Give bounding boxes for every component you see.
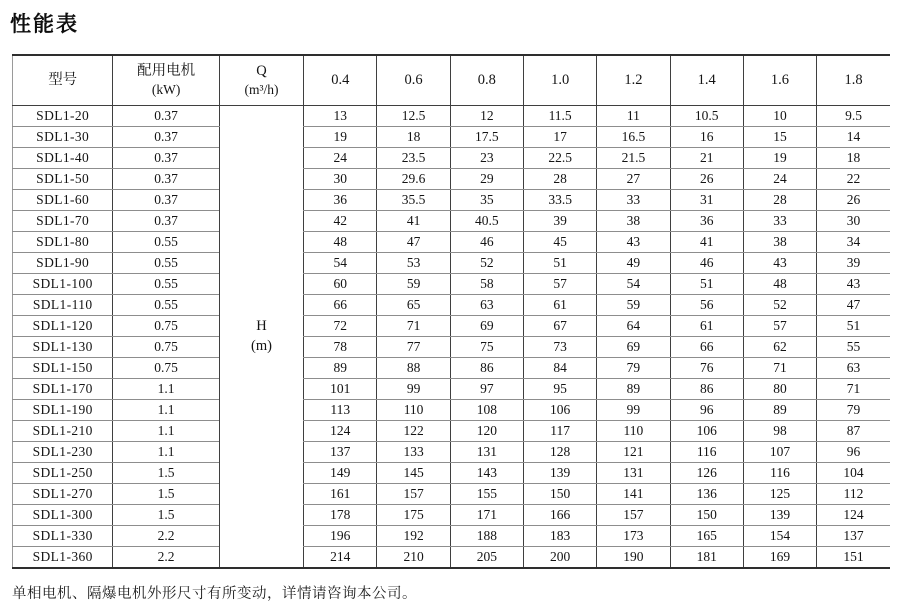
performance-table bbox=[12, 54, 890, 569]
table-row bbox=[13, 295, 891, 316]
h-value-cell: 110 bbox=[597, 421, 670, 442]
h-value-cell: 19 bbox=[743, 148, 816, 169]
header-row bbox=[13, 55, 891, 106]
h-value-cell: 57 bbox=[523, 274, 596, 295]
h-value-cell: 190 bbox=[597, 547, 670, 569]
table-row bbox=[13, 316, 891, 337]
h-value-cell: 150 bbox=[670, 505, 743, 526]
h-value-cell: 106 bbox=[523, 400, 596, 421]
h-value-cell: 133 bbox=[377, 442, 450, 463]
h-value-cell: 95 bbox=[523, 379, 596, 400]
h-value-cell: 59 bbox=[377, 274, 450, 295]
table-row bbox=[13, 526, 891, 547]
model-cell: SDL1-30 bbox=[13, 127, 113, 148]
h-value-cell: 188 bbox=[450, 526, 523, 547]
h-value-cell: 26 bbox=[817, 190, 890, 211]
h-value-cell: 12 bbox=[450, 106, 523, 127]
h-value-cell: 139 bbox=[523, 463, 596, 484]
h-value-cell: 104 bbox=[817, 463, 890, 484]
table-header bbox=[13, 55, 891, 106]
h-value-cell: 12.5 bbox=[377, 106, 450, 127]
h-value-cell: 80 bbox=[743, 379, 816, 400]
h-value-cell: 166 bbox=[523, 505, 596, 526]
h-value-cell: 77 bbox=[377, 337, 450, 358]
q-value-header: 1.6 bbox=[743, 55, 816, 106]
head-unit-cell bbox=[219, 106, 303, 569]
h-value-cell: 24 bbox=[304, 148, 377, 169]
kw-cell: 0.55 bbox=[113, 295, 219, 316]
h-value-cell: 49 bbox=[597, 253, 670, 274]
model-cell: SDL1-50 bbox=[13, 169, 113, 190]
table-row bbox=[13, 484, 891, 505]
model-header: 型号 bbox=[13, 55, 113, 106]
h-value-cell: 47 bbox=[817, 295, 890, 316]
h-value-cell: 63 bbox=[450, 295, 523, 316]
h-value-cell: 52 bbox=[450, 253, 523, 274]
h-value-cell: 89 bbox=[304, 358, 377, 379]
h-value-cell: 137 bbox=[304, 442, 377, 463]
h-value-cell: 110 bbox=[377, 400, 450, 421]
h-value-cell: 137 bbox=[817, 526, 890, 547]
h-value-cell: 210 bbox=[377, 547, 450, 569]
h-value-cell: 117 bbox=[523, 421, 596, 442]
h-value-cell: 45 bbox=[523, 232, 596, 253]
h-value-cell: 79 bbox=[817, 400, 890, 421]
h-value-cell: 51 bbox=[817, 316, 890, 337]
h-value-cell: 43 bbox=[597, 232, 670, 253]
h-value-cell: 24 bbox=[743, 169, 816, 190]
kw-cell: 0.55 bbox=[113, 232, 219, 253]
model-cell: SDL1-110 bbox=[13, 295, 113, 316]
h-value-cell: 18 bbox=[817, 148, 890, 169]
h-value-cell: 112 bbox=[817, 484, 890, 505]
h-value-cell: 178 bbox=[304, 505, 377, 526]
h-value-cell: 121 bbox=[597, 442, 670, 463]
kw-cell: 2.2 bbox=[113, 547, 219, 569]
model-cell: SDL1-170 bbox=[13, 379, 113, 400]
h-value-cell: 29.6 bbox=[377, 169, 450, 190]
h-value-cell: 122 bbox=[377, 421, 450, 442]
h-value-cell: 84 bbox=[523, 358, 596, 379]
h-value-cell: 30 bbox=[817, 211, 890, 232]
h-value-cell: 55 bbox=[817, 337, 890, 358]
h-value-cell: 11.5 bbox=[523, 106, 596, 127]
table-row bbox=[13, 400, 891, 421]
h-value-cell: 128 bbox=[523, 442, 596, 463]
h-value-cell: 39 bbox=[523, 211, 596, 232]
h-value-cell: 69 bbox=[450, 316, 523, 337]
h-value-cell: 139 bbox=[743, 505, 816, 526]
h-value-cell: 54 bbox=[304, 253, 377, 274]
h-value-cell: 33 bbox=[597, 190, 670, 211]
h-value-cell: 33.5 bbox=[523, 190, 596, 211]
h-value-cell: 16.5 bbox=[597, 127, 670, 148]
h-value-cell: 89 bbox=[597, 379, 670, 400]
kw-cell: 0.37 bbox=[113, 169, 219, 190]
h-value-cell: 23.5 bbox=[377, 148, 450, 169]
flow-unit: (m³/h) bbox=[244, 82, 279, 98]
h-value-cell: 171 bbox=[450, 505, 523, 526]
h-value-cell: 192 bbox=[377, 526, 450, 547]
h-value-cell: 72 bbox=[304, 316, 377, 337]
flow-header bbox=[219, 55, 303, 106]
h-value-cell: 73 bbox=[523, 337, 596, 358]
h-value-cell: 89 bbox=[743, 400, 816, 421]
model-cell: SDL1-270 bbox=[13, 484, 113, 505]
h-value-cell: 47 bbox=[377, 232, 450, 253]
kw-cell: 1.5 bbox=[113, 505, 219, 526]
h-value-cell: 71 bbox=[377, 316, 450, 337]
h-value-cell: 16 bbox=[670, 127, 743, 148]
table-row bbox=[13, 148, 891, 169]
h-value-cell: 86 bbox=[670, 379, 743, 400]
h-value-cell: 205 bbox=[450, 547, 523, 569]
h-value-cell: 48 bbox=[743, 274, 816, 295]
h-value-cell: 42 bbox=[304, 211, 377, 232]
model-cell: SDL1-300 bbox=[13, 505, 113, 526]
h-value-cell: 62 bbox=[743, 337, 816, 358]
kw-cell: 1.1 bbox=[113, 400, 219, 421]
h-value-cell: 43 bbox=[743, 253, 816, 274]
h-value-cell: 67 bbox=[523, 316, 596, 337]
h-value-cell: 157 bbox=[377, 484, 450, 505]
h-value-cell: 149 bbox=[304, 463, 377, 484]
table-row bbox=[13, 379, 891, 400]
h-value-cell: 35 bbox=[450, 190, 523, 211]
q-value-header: 0.6 bbox=[377, 55, 450, 106]
h-value-cell: 15 bbox=[743, 127, 816, 148]
kw-cell: 0.75 bbox=[113, 316, 219, 337]
kw-cell: 1.5 bbox=[113, 463, 219, 484]
h-value-cell: 99 bbox=[597, 400, 670, 421]
h-value-cell: 86 bbox=[450, 358, 523, 379]
table-row bbox=[13, 421, 891, 442]
h-value-cell: 54 bbox=[597, 274, 670, 295]
flow-symbol: Q bbox=[256, 63, 267, 80]
kw-cell: 2.2 bbox=[113, 526, 219, 547]
h-value-cell: 63 bbox=[817, 358, 890, 379]
kw-cell: 1.1 bbox=[113, 421, 219, 442]
h-value-cell: 66 bbox=[304, 295, 377, 316]
h-value-cell: 141 bbox=[597, 484, 670, 505]
h-value-cell: 61 bbox=[523, 295, 596, 316]
h-value-cell: 106 bbox=[670, 421, 743, 442]
table-row bbox=[13, 232, 891, 253]
h-value-cell: 96 bbox=[817, 442, 890, 463]
kw-cell: 0.37 bbox=[113, 127, 219, 148]
model-cell: SDL1-100 bbox=[13, 274, 113, 295]
h-value-cell: 34 bbox=[817, 232, 890, 253]
kw-cell: 1.1 bbox=[113, 379, 219, 400]
h-value-cell: 60 bbox=[304, 274, 377, 295]
h-value-cell: 41 bbox=[377, 211, 450, 232]
kw-cell: 0.55 bbox=[113, 274, 219, 295]
h-value-cell: 38 bbox=[597, 211, 670, 232]
h-value-cell: 57 bbox=[743, 316, 816, 337]
h-value-cell: 124 bbox=[304, 421, 377, 442]
h-value-cell: 59 bbox=[597, 295, 670, 316]
h-value-cell: 22 bbox=[817, 169, 890, 190]
head-symbol: H bbox=[256, 317, 267, 334]
h-value-cell: 21 bbox=[670, 148, 743, 169]
h-value-cell: 125 bbox=[743, 484, 816, 505]
h-value-cell: 48 bbox=[304, 232, 377, 253]
table-row bbox=[13, 274, 891, 295]
h-value-cell: 79 bbox=[597, 358, 670, 379]
h-value-cell: 28 bbox=[743, 190, 816, 211]
motor-header-line1: 配用电机 bbox=[137, 63, 196, 80]
kw-cell: 0.37 bbox=[113, 211, 219, 232]
h-value-cell: 175 bbox=[377, 505, 450, 526]
kw-cell: 0.55 bbox=[113, 253, 219, 274]
h-value-cell: 21.5 bbox=[597, 148, 670, 169]
h-value-cell: 18 bbox=[377, 127, 450, 148]
head-unit: (m) bbox=[251, 337, 272, 354]
h-value-cell: 46 bbox=[670, 253, 743, 274]
h-value-cell: 56 bbox=[670, 295, 743, 316]
h-value-cell: 38 bbox=[743, 232, 816, 253]
kw-cell: 0.75 bbox=[113, 358, 219, 379]
kw-cell: 1.1 bbox=[113, 442, 219, 463]
h-value-cell: 200 bbox=[523, 547, 596, 569]
h-value-cell: 10 bbox=[743, 106, 816, 127]
model-cell: SDL1-80 bbox=[13, 232, 113, 253]
h-value-cell: 71 bbox=[743, 358, 816, 379]
table-row bbox=[13, 253, 891, 274]
table-row bbox=[13, 190, 891, 211]
h-value-cell: 76 bbox=[670, 358, 743, 379]
h-value-cell: 52 bbox=[743, 295, 816, 316]
q-value-header: 0.4 bbox=[304, 55, 377, 106]
model-cell: SDL1-90 bbox=[13, 253, 113, 274]
q-value-header: 1.2 bbox=[597, 55, 670, 106]
h-value-cell: 31 bbox=[670, 190, 743, 211]
h-value-cell: 143 bbox=[450, 463, 523, 484]
kw-cell: 0.75 bbox=[113, 337, 219, 358]
q-value-header: 1.0 bbox=[523, 55, 596, 106]
model-cell: SDL1-330 bbox=[13, 526, 113, 547]
model-cell: SDL1-40 bbox=[13, 148, 113, 169]
footer-note: 单相电机、隔爆电机外形尺寸有所变动，详情请咨询本公司。 bbox=[12, 586, 417, 602]
h-value-cell: 71 bbox=[817, 379, 890, 400]
h-value-cell: 116 bbox=[743, 463, 816, 484]
h-value-cell: 107 bbox=[743, 442, 816, 463]
h-value-cell: 36 bbox=[304, 190, 377, 211]
h-value-cell: 10.5 bbox=[670, 106, 743, 127]
h-value-cell: 99 bbox=[377, 379, 450, 400]
kw-cell: 1.5 bbox=[113, 484, 219, 505]
h-value-cell: 22.5 bbox=[523, 148, 596, 169]
h-value-cell: 19 bbox=[304, 127, 377, 148]
model-cell: SDL1-230 bbox=[13, 442, 113, 463]
model-cell: SDL1-130 bbox=[13, 337, 113, 358]
h-value-cell: 181 bbox=[670, 547, 743, 569]
kw-cell: 0.37 bbox=[113, 190, 219, 211]
table-row bbox=[13, 127, 891, 148]
h-value-cell: 66 bbox=[670, 337, 743, 358]
h-value-cell: 120 bbox=[450, 421, 523, 442]
table-row bbox=[13, 463, 891, 484]
h-value-cell: 214 bbox=[304, 547, 377, 569]
h-value-cell: 150 bbox=[523, 484, 596, 505]
motor-header-unit: (kW) bbox=[151, 82, 181, 98]
h-value-cell: 9.5 bbox=[817, 106, 890, 127]
h-value-cell: 169 bbox=[743, 547, 816, 569]
h-value-cell: 11 bbox=[597, 106, 670, 127]
h-value-cell: 14 bbox=[817, 127, 890, 148]
model-cell: SDL1-360 bbox=[13, 547, 113, 569]
q-value-header: 1.8 bbox=[817, 55, 890, 106]
h-value-cell: 196 bbox=[304, 526, 377, 547]
table-row bbox=[13, 211, 891, 232]
kw-cell: 0.37 bbox=[113, 106, 219, 127]
kw-cell: 0.37 bbox=[113, 148, 219, 169]
h-value-cell: 39 bbox=[817, 253, 890, 274]
h-value-cell: 13 bbox=[304, 106, 377, 127]
h-value-cell: 51 bbox=[523, 253, 596, 274]
h-value-cell: 29 bbox=[450, 169, 523, 190]
h-value-cell: 108 bbox=[450, 400, 523, 421]
h-value-cell: 131 bbox=[450, 442, 523, 463]
model-cell: SDL1-70 bbox=[13, 211, 113, 232]
h-value-cell: 161 bbox=[304, 484, 377, 505]
h-value-cell: 165 bbox=[670, 526, 743, 547]
model-cell: SDL1-150 bbox=[13, 358, 113, 379]
h-value-cell: 97 bbox=[450, 379, 523, 400]
model-cell: SDL1-250 bbox=[13, 463, 113, 484]
motor-header bbox=[113, 55, 219, 106]
table-row bbox=[13, 505, 891, 526]
model-cell: SDL1-190 bbox=[13, 400, 113, 421]
table-row bbox=[13, 169, 891, 190]
h-value-cell: 75 bbox=[450, 337, 523, 358]
h-value-cell: 155 bbox=[450, 484, 523, 505]
h-value-cell: 51 bbox=[670, 274, 743, 295]
h-value-cell: 30 bbox=[304, 169, 377, 190]
h-value-cell: 173 bbox=[597, 526, 670, 547]
table-row bbox=[13, 106, 891, 127]
h-value-cell: 157 bbox=[597, 505, 670, 526]
h-value-cell: 17.5 bbox=[450, 127, 523, 148]
h-value-cell: 53 bbox=[377, 253, 450, 274]
table-row bbox=[13, 442, 891, 463]
h-value-cell: 61 bbox=[670, 316, 743, 337]
h-value-cell: 43 bbox=[817, 274, 890, 295]
h-value-cell: 154 bbox=[743, 526, 816, 547]
h-value-cell: 33 bbox=[743, 211, 816, 232]
h-value-cell: 96 bbox=[670, 400, 743, 421]
model-cell: SDL1-60 bbox=[13, 190, 113, 211]
h-value-cell: 17 bbox=[523, 127, 596, 148]
h-value-cell: 183 bbox=[523, 526, 596, 547]
h-value-cell: 64 bbox=[597, 316, 670, 337]
h-value-cell: 88 bbox=[377, 358, 450, 379]
page-title: 性能表 bbox=[10, 13, 79, 36]
h-value-cell: 126 bbox=[670, 463, 743, 484]
table-row bbox=[13, 358, 891, 379]
h-value-cell: 27 bbox=[597, 169, 670, 190]
table-row bbox=[13, 547, 891, 569]
h-value-cell: 23 bbox=[450, 148, 523, 169]
h-value-cell: 131 bbox=[597, 463, 670, 484]
h-value-cell: 69 bbox=[597, 337, 670, 358]
h-value-cell: 41 bbox=[670, 232, 743, 253]
h-value-cell: 46 bbox=[450, 232, 523, 253]
h-value-cell: 124 bbox=[817, 505, 890, 526]
table-body bbox=[13, 106, 891, 569]
q-value-header: 1.4 bbox=[670, 55, 743, 106]
h-value-cell: 65 bbox=[377, 295, 450, 316]
h-value-cell: 40.5 bbox=[450, 211, 523, 232]
h-value-cell: 58 bbox=[450, 274, 523, 295]
h-value-cell: 113 bbox=[304, 400, 377, 421]
h-value-cell: 101 bbox=[304, 379, 377, 400]
h-value-cell: 28 bbox=[523, 169, 596, 190]
h-value-cell: 136 bbox=[670, 484, 743, 505]
h-value-cell: 78 bbox=[304, 337, 377, 358]
h-value-cell: 151 bbox=[817, 547, 890, 569]
model-cell: SDL1-20 bbox=[13, 106, 113, 127]
h-value-cell: 26 bbox=[670, 169, 743, 190]
h-value-cell: 36 bbox=[670, 211, 743, 232]
h-value-cell: 116 bbox=[670, 442, 743, 463]
table-row bbox=[13, 337, 891, 358]
model-cell: SDL1-120 bbox=[13, 316, 113, 337]
h-value-cell: 98 bbox=[743, 421, 816, 442]
h-value-cell: 87 bbox=[817, 421, 890, 442]
model-cell: SDL1-210 bbox=[13, 421, 113, 442]
h-value-cell: 35.5 bbox=[377, 190, 450, 211]
q-value-header: 0.8 bbox=[450, 55, 523, 106]
h-value-cell: 145 bbox=[377, 463, 450, 484]
